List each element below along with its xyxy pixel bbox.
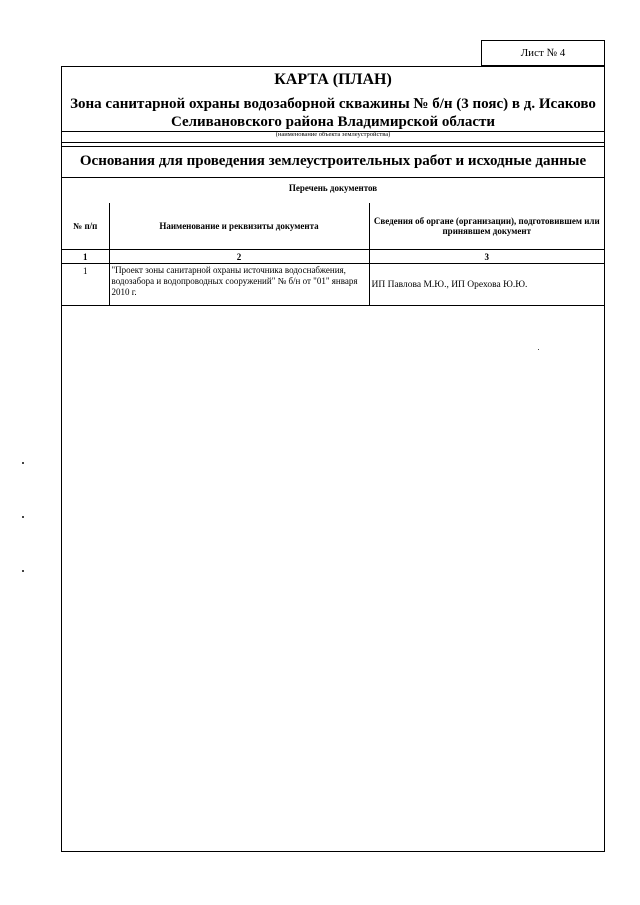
sheet-number: Лист № 4 xyxy=(520,47,566,59)
sheet-number-box xyxy=(481,40,605,66)
row-number: 1 xyxy=(62,264,109,306)
column-header-organization: Сведения об органе (организации), подготовившем или принявшем документ xyxy=(369,203,604,250)
table-row xyxy=(62,264,604,306)
column-header-number: № п/п xyxy=(62,203,109,250)
column-number-1: 1 xyxy=(62,250,109,264)
documents-table xyxy=(62,203,604,306)
scan-speck xyxy=(538,349,539,350)
column-number-2: 2 xyxy=(109,250,369,264)
scan-speck xyxy=(22,570,24,572)
document-name: "Проект зоны санитарной охраны источника водоснабжения, водозабора и водопроводных сооружений" № б/н от "01" января 2010 г. xyxy=(109,264,369,306)
document-organization: ИП Павлова М.Ю., ИП Орехова Ю.Ю. xyxy=(369,264,604,306)
table-header-row xyxy=(62,203,604,250)
section-title: Основания для проведения землеустроительных работ и исходные данные xyxy=(79,153,587,169)
scan-speck xyxy=(22,516,24,518)
document-subtitle xyxy=(62,95,604,131)
column-header-document: Наименование и реквизиты документа xyxy=(109,203,369,250)
document-frame xyxy=(61,66,605,852)
column-number-row xyxy=(62,250,604,264)
header-divider xyxy=(62,142,604,143)
scan-speck xyxy=(22,462,24,464)
subtitle-line-2: Селивановского района Владимирской области xyxy=(170,114,496,130)
document-title: КАРТА (ПЛАН) xyxy=(274,71,392,88)
section-divider xyxy=(62,177,604,178)
object-caption: (наименование объекта землеустройства) xyxy=(275,131,391,138)
documents-list-title: Перечень документов xyxy=(288,183,378,193)
column-number-3: 3 xyxy=(369,250,604,264)
subtitle-line-1: Зона санитарной охраны водозаборной скважины № б/н (3 пояс) в д. Исаково xyxy=(70,96,596,112)
header-divider-double xyxy=(62,146,604,147)
